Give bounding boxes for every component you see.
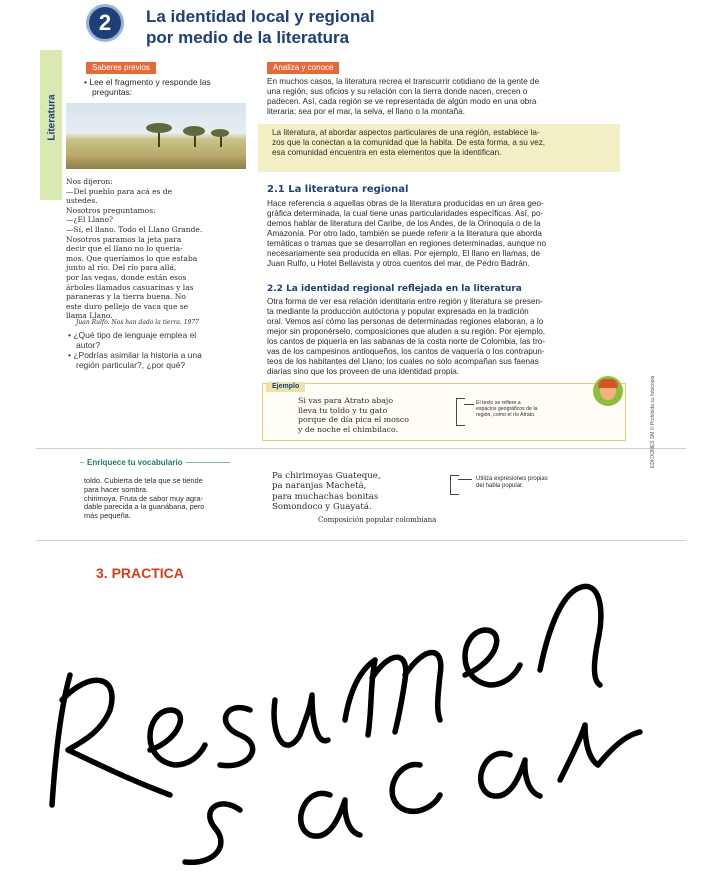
fragment-line: ustedes. — [66, 196, 98, 206]
paragraph-line: temáticas o tramas que se desarrollan en regiones determinadas, aunque no — [267, 239, 546, 248]
paragraph-line: mejor sin proponérselo, composiciones que aluden a su región. Por ejemplo, — [267, 327, 546, 336]
llano-photo — [66, 103, 246, 169]
paragraph-line: literaria; sea por el mar, la selva, el llano o la montaña. — [267, 107, 465, 116]
page-title — [146, 6, 526, 48]
vocabulary-line: para hacer sombra. — [84, 484, 149, 494]
section-title-2-1: 2.1 La literatura regional — [267, 184, 409, 195]
example-verse — [298, 396, 458, 434]
paragraph-line: gráfica determinada, la cual tiene unas particularidades específicas. Así, po- — [267, 209, 544, 218]
paragraph-line: padecen. Así, cada región se ve representada de algún modo en una obra — [267, 97, 537, 106]
verse-line: lleva tu toldo y tu gato — [298, 405, 388, 415]
analiza-y-conoce-tag: Analiza y conoce — [267, 62, 339, 74]
paragraph-line: necesariamente sea producida en ellas. Por ejemplo, El llano en llamas, de — [267, 249, 541, 258]
example-annotation — [476, 400, 596, 419]
divider — [36, 540, 686, 541]
paragraph-line: En muchos casos, la literatura recrea el transcurrir cotidiano de la gente de — [267, 77, 540, 86]
song-caption: Composición popular colombiana — [318, 516, 437, 524]
vocabulary-line: más pequeña. — [84, 511, 131, 521]
paragraph-line: Juan Rulfo, u Hotel Bellavista y otros cuentos del mar, de Pedro Badrán. — [267, 259, 530, 268]
paragraph-line: Hace referencia a aquellas obras de la literatura producidas en un área geo- — [267, 199, 544, 208]
paragraph-line: Otra forma de ver esa relación identitaria entre región y literatura se presen- — [267, 297, 543, 306]
title-line-1: La identidad local y regional — [146, 7, 375, 26]
character-avatar — [593, 376, 623, 406]
verse-line: Somondoco y Guayatá. — [272, 502, 372, 513]
title-line-2: por medio de la literatura — [146, 28, 350, 47]
paragraph-line: Amazonía. Por otro lado, también se puede referir a la literatura que aborda — [267, 229, 542, 238]
fragment-line: Nos dijeron: — [66, 177, 113, 186]
fragment-line: paraneras y la tierra buena. No — [66, 292, 186, 302]
intro-instruction — [84, 77, 254, 97]
intro-line: preguntas: — [92, 87, 133, 97]
section-title-2-2: 2.2 La identidad regional reflejada en la literatura — [267, 284, 522, 294]
annotation-line-text: Utiliza expresiones propias — [476, 476, 548, 482]
vocabulary-tag: Enriquece tu vocabulario — [84, 458, 186, 468]
verse-line: Pa chirimoyas Guateque, — [272, 471, 381, 481]
vocabulary-entries — [84, 477, 264, 521]
verse-line: Si vas para Atrato abajo — [298, 396, 394, 405]
fragment-citation: Juan Rulfo. Nos han dado la tierra. 1977 — [76, 319, 199, 326]
verse-line: y de noche el chimbilaco. — [298, 424, 399, 434]
saberes-previos-tag: Saberes previos — [86, 62, 156, 74]
fragment-line: mos. Que queríamos lo que estaba — [66, 253, 198, 263]
question-line: región particular?, ¿por qué? — [76, 360, 186, 370]
verse-line: porque de día pica el mosco — [298, 415, 409, 425]
annotation-line-text: región, como el río Atrato. — [476, 412, 536, 419]
annotation-bracket — [450, 475, 459, 495]
divider — [36, 448, 686, 449]
verse-line: para muchachas bonitas — [272, 491, 379, 502]
vocabulary-line: toldo. Cubierta de tela que se tiende — [84, 476, 203, 485]
fragment-line: —Sí, el llano. Todo el Llano Grande. — [66, 224, 203, 234]
example-tag: Ejemplo — [266, 382, 305, 392]
section-body-2-1 — [267, 199, 629, 269]
paragraph-line: oral. Vemos así cómo las personas de determinadas regiones elaboran, a lo — [267, 317, 544, 326]
annotation-line — [458, 479, 472, 480]
fragment-line: —Del pueblo para acá es de — [66, 186, 173, 196]
paragraph-line: los cantos de piquería en las sabanas de la costa norte de Colombia, las tro- — [267, 337, 546, 346]
side-code: EDICIONES SM © Prohibida su fotocopia — [650, 375, 656, 468]
annotation-line-text: El texto se refiere a — [476, 400, 521, 406]
song-annotation — [476, 476, 596, 490]
fragment-line: llama Llano. — [66, 311, 113, 321]
highlight-line: esa comunidad encuentra en esta elementos que la identifican. — [272, 148, 502, 157]
paragraph-line: vas de los campesinos antioqueños, los cantos de vaquería o los contrapun- — [267, 347, 545, 356]
annotation-line — [464, 404, 474, 405]
vocabulary-line: chirimoya. Fruta de sabor muy agra- — [84, 493, 204, 503]
question-line: • ¿Podrías asimilar la historia a una — [68, 350, 202, 360]
key-concept-text — [272, 128, 622, 158]
annotation-line-text: del habla popular. — [476, 483, 524, 489]
practica-heading: 3. PRACTICA — [96, 565, 184, 581]
fragment-line: árboles llamados casuarinas y las — [66, 282, 194, 292]
annotation-line-text: espacios geográficos de la — [476, 406, 538, 413]
verse-line: pa naranjas Machetá, — [272, 481, 367, 492]
question-line: autor? — [76, 340, 101, 350]
paragraph-line: ta mediante la producción autóctona y popular expresada en la tradición — [267, 307, 529, 316]
fragment-line: —¿El Llano? — [66, 215, 113, 225]
paragraph-line: una región, sus oficios y su relación con la tierra donde nacen, crecen o — [267, 87, 528, 96]
section-body-2-2 — [267, 297, 629, 377]
intro-line: • Lee el fragmento y responde las — [84, 77, 211, 87]
highlight-line: La literatura, al abordar aspectos particulares de una región, establece la- — [272, 128, 540, 137]
vocabulary-line: dable parecida a la guanábana, pero — [84, 502, 205, 512]
questions-list — [68, 330, 258, 370]
paragraph-line: teos de los habitantes del Llano; los cuales no solo acompañan sus faenas — [267, 357, 539, 366]
fragment-line: Nosotros paramos la jeta para — [66, 234, 182, 244]
popular-song-verse — [272, 471, 452, 513]
fragment-line: Nosotros preguntamos: — [66, 205, 156, 215]
handwritten-note — [0, 560, 709, 878]
intro-paragraph — [267, 77, 627, 117]
fragment-line: decir que el llano no lo queria- — [66, 244, 183, 254]
highlight-line: zos que la conectan a la comunidad que la habita. De esta forma, a su vez, — [272, 138, 546, 147]
paragraph-line: demos hablar de literatura del Caribe, de los Andes, de la Orinoquía o de la — [267, 219, 541, 228]
literary-fragment — [66, 177, 256, 321]
unit-number-badge: 2 — [86, 4, 124, 42]
side-tab-label: Literatura — [46, 94, 58, 141]
question-line: • ¿Qué tipo de lenguaje emplea el — [68, 330, 197, 340]
annotation-bracket — [456, 398, 465, 426]
paragraph-line: diarias sino que los proveen de una identidad propia. — [267, 367, 460, 376]
fragment-line: este duro pellejo de vaca que se — [66, 301, 189, 311]
fragment-line: junto al río. Del río para allá, — [66, 263, 177, 273]
fragment-line: por las vegas, donde están esos — [66, 272, 187, 282]
